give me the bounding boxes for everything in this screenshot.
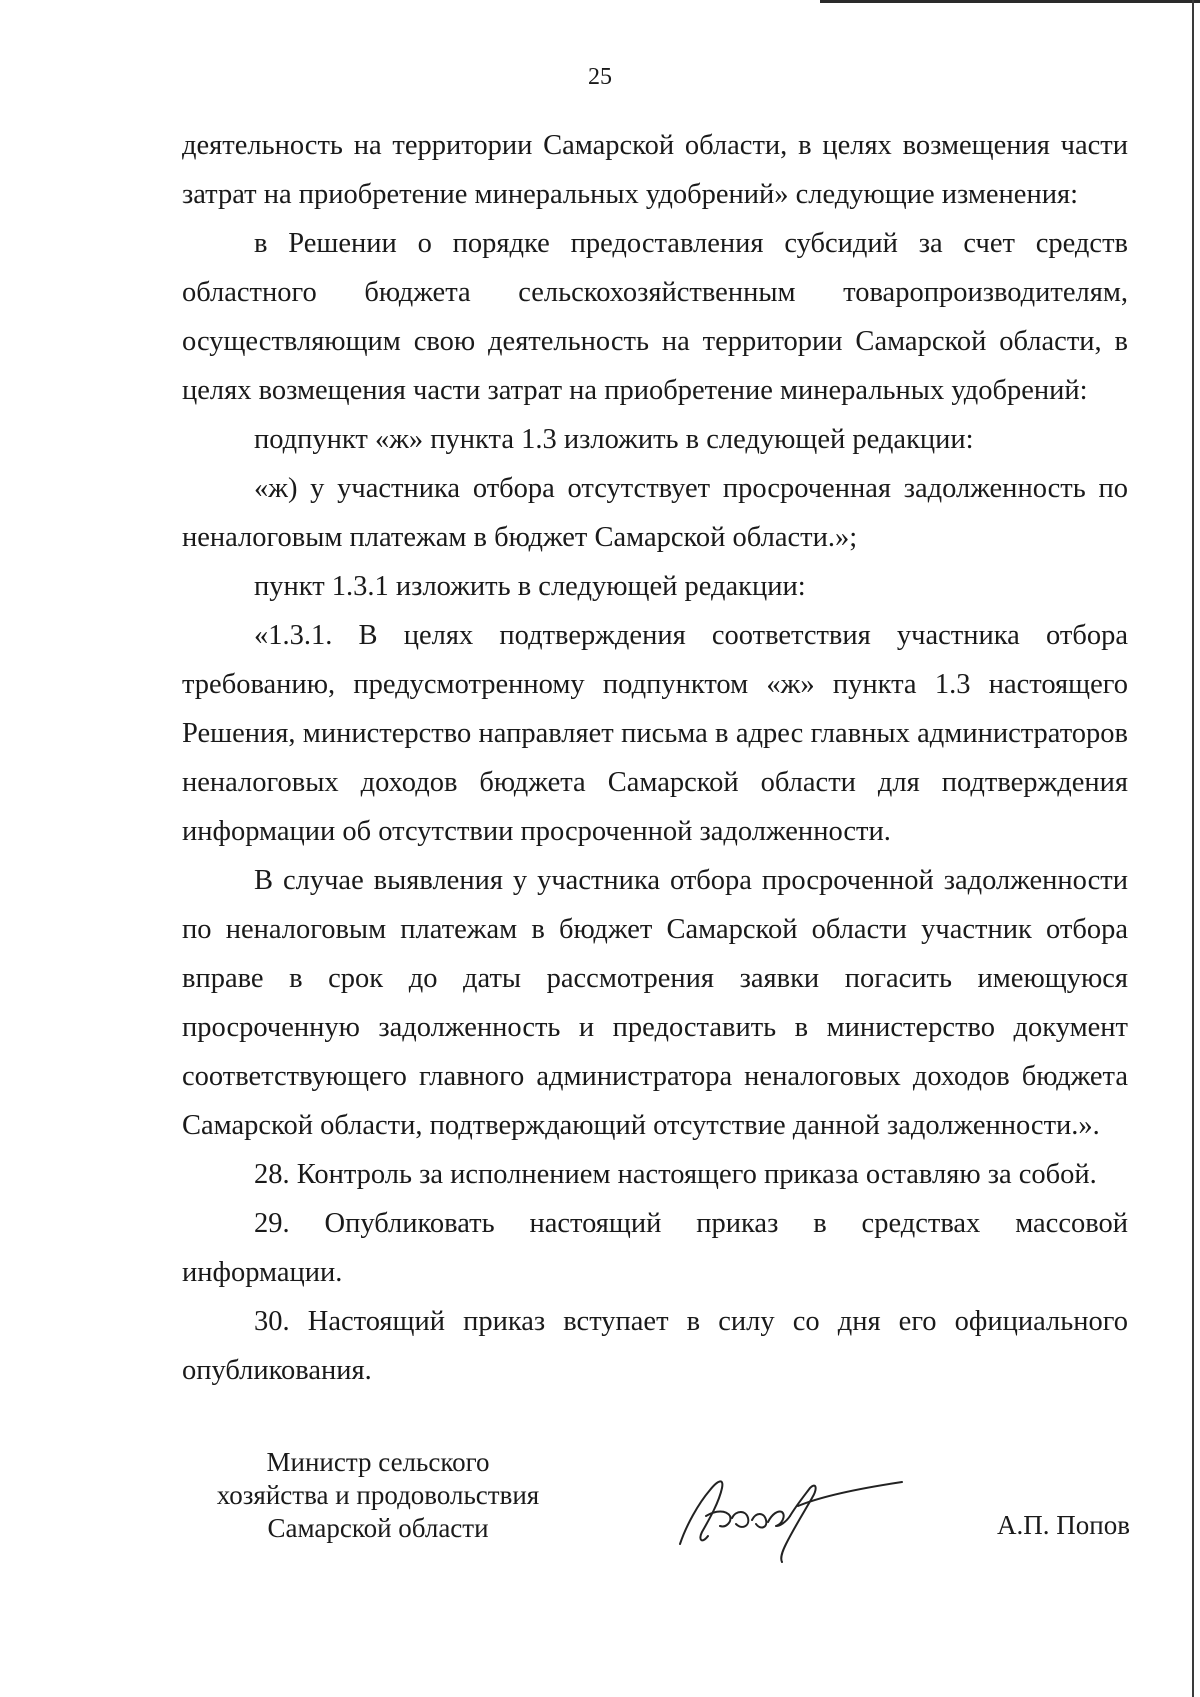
paragraph-3: подпункт «ж» пункта 1.3 изложить в следующей редакции: [254, 424, 974, 455]
paragraph-1: деятельность на территории Самарской области, в целях возмещения части затрат на приобретение минеральных удобрений» следующие изменения: [182, 130, 1128, 210]
paragraph-9: 29. Опубликовать настоящий приказ в средствах массовой информации. [182, 1208, 1128, 1288]
document-body [182, 121, 1128, 1395]
paragraph-6: «1.3.1. В целях подтверждения соответствия участника отбора требованию, предусмотренному подпунктом «ж» пункта 1.3 настоящего Решения, министерство направляет письма в адрес главных администраторов неналоговых доходов бюджета Самарской области для подтверждения информации об отсутствии просроченной задолженности. [182, 620, 1128, 847]
signatory-title [168, 1446, 588, 1545]
paragraph-5: пункт 1.3.1 изложить в следующей редакции: [254, 571, 806, 602]
scan-edge-top [820, 0, 1200, 3]
paragraph-8: 28. Контроль за исполнением настоящего приказа оставляю за собой. [254, 1159, 1097, 1190]
signatory-title-line: Министр сельского [266, 1447, 490, 1477]
signatory-title-line: хозяйства и продовольствия [216, 1480, 540, 1510]
page-number: 25 [588, 64, 612, 90]
paragraph-7: В случае выявления у участника отбора просроченной задолженности по неналоговым платежам в бюджет Самарской области участник отбора вправе в срок до даты рассмотрения заявки погасить имеющуюся просроченную задолженность и предоставить в министерство документ соответствующего главного администратора неналоговых доходов бюджета Самарской области, подтверждающий отсутствие данной задолженности.». [182, 865, 1128, 1141]
paragraph-2: в Решении о порядке предоставления субсидий за счет средств областного бюджета сельскохозяйственным товаропроизводителям, осуществляющим свою деятельность на территории Самарской области, в целях возмещения части затрат на приобретение минеральных удобрений: [182, 228, 1128, 406]
scan-edge-right [1192, 0, 1194, 1697]
signatory-name: А.П. Попов [997, 1510, 1130, 1540]
paragraph-10: 30. Настоящий приказ вступает в силу со дня его официального опубликования. [182, 1306, 1128, 1386]
handwritten-signature [672, 1466, 912, 1566]
signatory-title-line: Самарской области [267, 1513, 489, 1543]
paragraph-4: «ж) у участника отбора отсутствует просроченная задолженность по неналоговым платежам в бюджет Самарской области.»; [182, 473, 1128, 553]
